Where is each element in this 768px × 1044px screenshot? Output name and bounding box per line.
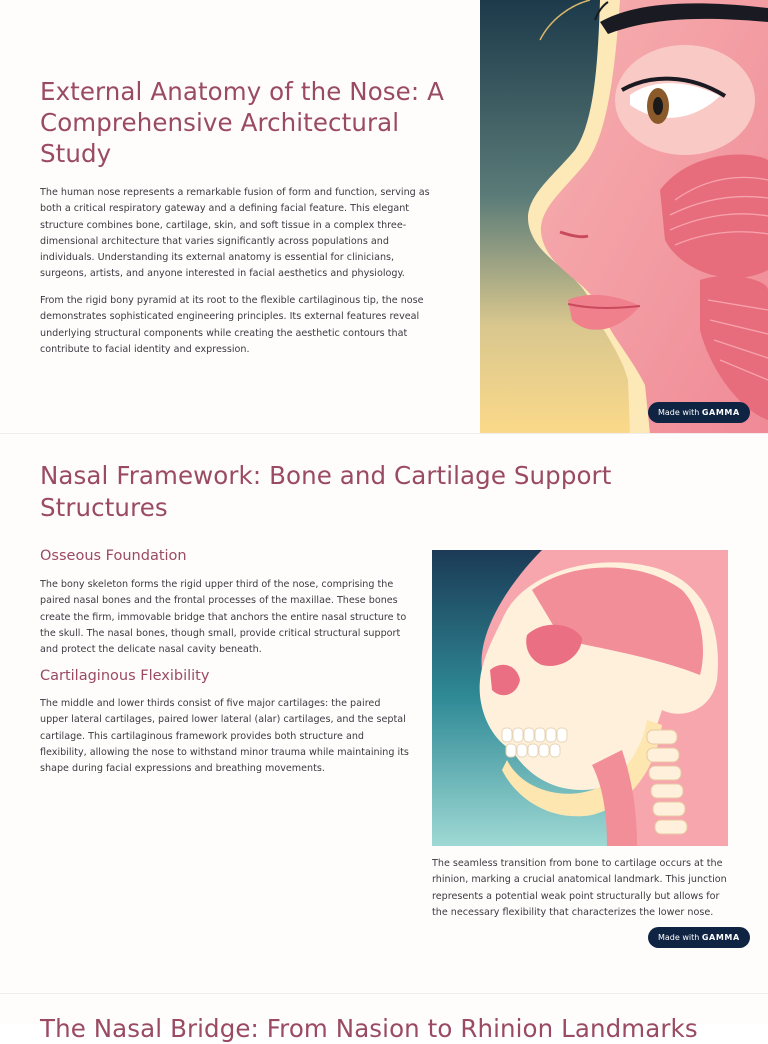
slide3-title: The Nasal Bridge: From Nasion to Rhinion Landmarks	[40, 1014, 698, 1043]
gamma-logo: GAMMA	[701, 408, 740, 417]
face-profile-illustration	[480, 0, 768, 434]
gamma-logo: GAMMA	[701, 933, 740, 942]
made-with-gamma-badge[interactable]	[648, 402, 750, 423]
cartilaginous-flexibility-heading: Cartilaginous Flexibility	[40, 668, 210, 684]
slide-nasal-framework	[0, 434, 768, 994]
badge-prefix: Made with	[658, 408, 700, 417]
rhinion-caption: The seamless transition from bone to cartilage occurs at the rhinion, marking a crucial anatomical landmark. This junction represents a potential weak point structurally but allows for the necessary flexibility that characterizes the lower nose.	[432, 858, 727, 918]
slide1-paragraph-2: From the rigid bony pyramid at its root to the flexible cartilaginous tip, the nose demonstrates sophisticated engineering principles. Its external features reveal underlying structural components while creating the aesthetic contours that contribute to facial identity and expression.	[40, 295, 424, 355]
slide2-title: Nasal Framework: Bone and Cartilage Support Structures	[40, 461, 612, 522]
slide-external-anatomy	[0, 0, 768, 434]
slide1-paragraph-1: The human nose represents a remarkable fusion of form and function, serving as both a critical respiratory gateway and a defining facial feature. This elegant structure combines bone, cartilage, skin, and soft tissue in a complex three-dimensional architecture that varies significantly across populations and individuals. Understanding its external anatomy is essential for clinicians, surgeons, artists, and anyone interested in facial aesthetics and physiology.	[40, 187, 430, 280]
skull-profile-illustration	[432, 550, 728, 846]
cartilaginous-flexibility-text: The middle and lower thirds consist of five major cartilages: the paired upper lateral cartilages, paired lower lateral (alar) cartilages, and the septal cartilage. This cartilaginous framework provides both structure and flexibility, allowing the nose to withstand minor trauma while maintaining its shape during facial expressions and breathing movements.	[40, 698, 409, 775]
slide-nasal-bridge	[0, 994, 768, 1043]
osseous-foundation-heading: Osseous Foundation	[40, 548, 187, 564]
osseous-foundation-text: The bony skeleton forms the rigid upper third of the nose, comprising the paired nasal bones and the frontal processes of the maxillae. These bones create the firm, immovable bridge that anchors the entire nasal structure to the skull. The nasal bones, though small, provide critical structural support and protect the delicate nasal cavity beneath.	[40, 579, 407, 656]
made-with-gamma-badge[interactable]	[648, 927, 750, 948]
badge-prefix: Made with	[658, 933, 700, 942]
slide1-title: External Anatomy of the Nose: A Comprehensive Architectural Study	[40, 77, 444, 168]
